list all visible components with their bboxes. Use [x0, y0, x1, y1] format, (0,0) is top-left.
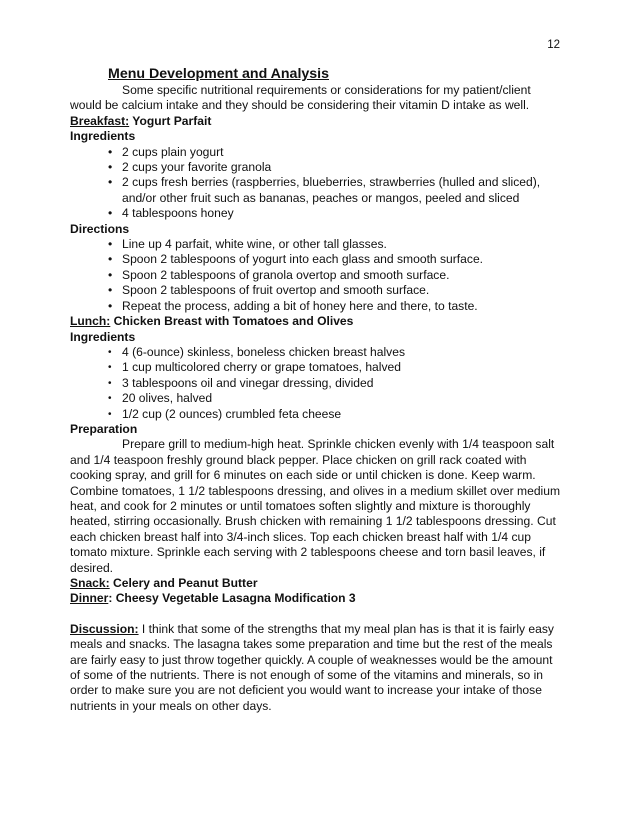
list-item: • 2 cups fresh berries (raspberries, blueberries, strawberries (hulled and sliced), and/or other fruit such as bananas, peaches or mangos, peeled and sliced [108, 175, 564, 206]
snack-name: Celery and Peanut Butter [109, 576, 258, 590]
breakfast-ingredients-heading: Ingredients [70, 129, 136, 144]
list-item: • 1/2 cup (2 ounces) crumbled feta cheese [108, 407, 564, 422]
discussion-text: I think that some of the strengths that my meal plan has is that it is fairly easy meals and snacks. The lasagna takes some preparation and time but the rest of the meals are fairly easy to just throw together quickly. A couple of weaknesses would be the amount of some of the nutrients. There is not enough of some of the vitamins and minerals, so in order to make sure you are not deficient you would want to increase your intake of those nutrients in your meals on other days. [70, 621, 554, 713]
breakfast-directions-heading: Directions [70, 221, 130, 236]
list-item: • Spoon 2 tablespoons of granola overtop and smooth surface. [108, 268, 564, 283]
lunch-ingredients-list [70, 345, 564, 422]
breakfast-ingredients-list [70, 145, 564, 222]
dinner-heading [70, 591, 564, 606]
intro-paragraph: Some specific nutritional requirements or considerations for my patient/client would be calcium intake and they should be considering their vitamin D intake as well. [70, 83, 531, 113]
list-item: • 2 cups your favorite granola [108, 160, 564, 175]
page-title: Menu Development and Analysis [108, 66, 330, 82]
list-item: • 3 tablespoons oil and vinegar dressing, divided [108, 376, 564, 391]
lunch-preparation-heading: Preparation [70, 421, 138, 436]
list-item: • 4 tablespoons honey [108, 206, 564, 221]
discussion-paragraph [70, 622, 564, 714]
list-item: • 20 olives, halved [108, 391, 564, 406]
breakfast-heading [70, 114, 564, 129]
spacer [70, 607, 564, 622]
dinner-name: : Cheesy Vegetable Lasagna Modification 3 [108, 591, 356, 606]
list-item: • 4 (6-ounce) skinless, boneless chicken breast halves [108, 345, 564, 360]
list-item: • Repeat the process, adding a bit of honey here and there, to taste. [108, 299, 564, 314]
discussion-label: Discussion: [70, 621, 139, 636]
list-item: • Spoon 2 tablespoons of yogurt into each glass and smooth surface. [108, 252, 564, 267]
page-number: 12 [547, 39, 560, 51]
list-item: • 2 cups plain yogurt [108, 145, 564, 160]
snack-heading [70, 576, 564, 591]
lunch-preparation-text: Prepare grill to medium-high heat. Sprinkle chicken evenly with 1/4 teaspoon salt and 1/4 teaspoon freshly ground black pepper. Place chicken on grill rack coated with cooking spray, and grill for 6 minutes on each side or until chicken is done. Keep warm. Combine tomatoes, 1 1/2 tablespoons dressing, and olives in a medium skillet over medium heat, and cook for 2 minutes or until tomatoes soften slightly and mixture is thoroughly heated, stirring occasionally. Brush chicken with remaining 1 1/2 tablespoons dressing. Cut each chicken breast half into 3/4-inch slices. Top each chicken breast half with 1/4 cup tomato mixture. Sprinkle each serving with 2 tablespoons cheese and torn basil leaves, if desired. [70, 437, 561, 575]
lunch-name: Chicken Breast with Tomatoes and Olives [110, 314, 354, 329]
breakfast-name: Yogurt Parfait [129, 113, 212, 128]
dinner-label: Dinner [70, 591, 109, 606]
breakfast-directions-list [70, 237, 564, 314]
list-item: • Spoon 2 tablespoons of fruit overtop and smooth surface. [108, 283, 564, 298]
list-item: • Line up 4 parfait, white wine, or other tall glasses. [108, 237, 564, 252]
snack-label: Snack: [70, 576, 110, 590]
lunch-label: Lunch: [70, 314, 111, 329]
breakfast-label: Breakfast: [70, 113, 130, 128]
list-item: • 1 cup multicolored cherry or grape tomatoes, halved [108, 360, 564, 375]
lunch-ingredients-heading: Ingredients [70, 329, 136, 344]
lunch-heading [70, 314, 564, 329]
